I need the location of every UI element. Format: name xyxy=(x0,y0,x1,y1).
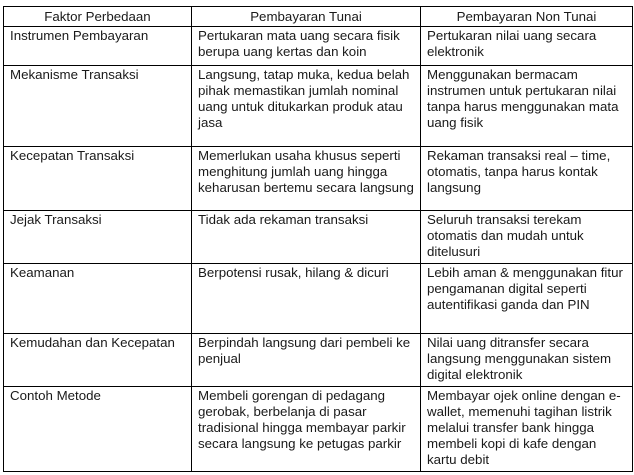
non-tunai-cell: Menggunakan bermacam instrumen untuk pertukaran nilai tanpa harus menggunakan mata uang fisik xyxy=(421,66,633,147)
factor-cell: Contoh Metode xyxy=(4,387,192,472)
table-row xyxy=(4,387,633,472)
non-tunai-cell: Nilai uang ditransfer secara langsung menggunakan sistem digital elektronik xyxy=(421,334,633,387)
factor-cell: Kemudahan dan Kecepatan xyxy=(4,334,192,387)
non-tunai-cell: Membayar ojek online dengan e-wallet, memenuhi tagihan listrik melalui transfer bank hingga membeli kopi di kafe dengan kartu debit xyxy=(421,387,633,472)
factor-cell: Instrumen Pembayaran xyxy=(4,27,192,66)
non-tunai-cell: Pertukaran nilai uang secara elektronik xyxy=(421,27,633,66)
table-row xyxy=(4,27,633,66)
table-row xyxy=(4,211,633,264)
tunai-cell: Berpindah langsung dari pembeli ke penjual xyxy=(192,334,421,387)
factor-cell: Mekanisme Transaksi xyxy=(4,66,192,147)
tunai-cell: Memerlukan usaha khusus seperti menghitung jumlah uang hingga keharusan bertemu secara langsung xyxy=(192,147,421,211)
header-faktor-perbedaan: Faktor Perbedaan xyxy=(4,7,192,27)
tunai-cell: Membeli gorengan di pedagang gerobak, berbelanja di pasar tradisional hingga membayar parkir secara langsung ke petugas parkir xyxy=(192,387,421,472)
non-tunai-cell: Seluruh transaksi terekam otomatis dan mudah untuk ditelusuri xyxy=(421,211,633,264)
non-tunai-cell: Lebih aman & menggunakan fitur pengamanan digital seperti autentifikasi ganda dan PIN xyxy=(421,264,633,334)
factor-cell: Keamanan xyxy=(4,264,192,334)
factor-cell: Jejak Transaksi xyxy=(4,211,192,264)
table-row xyxy=(4,334,633,387)
non-tunai-cell: Rekaman transaksi real – time, otomatis, tanpa harus kontak langsung xyxy=(421,147,633,211)
table-row xyxy=(4,264,633,334)
tunai-cell: Langsung, tatap muka, kedua belah pihak memastikan jumlah nominal uang untuk ditukarkan produk atau jasa xyxy=(192,66,421,147)
table-row xyxy=(4,66,633,147)
tunai-cell: Pertukaran mata uang secara fisik berupa uang kertas dan koin xyxy=(192,27,421,66)
header-pembayaran-tunai: Pembayaran Tunai xyxy=(192,7,421,27)
table-row xyxy=(4,147,633,211)
tunai-cell: Berpotensi rusak, hilang & dicuri xyxy=(192,264,421,334)
table-header-row xyxy=(4,7,633,27)
factor-cell: Kecepatan Transaksi xyxy=(4,147,192,211)
tunai-cell: Tidak ada rekaman transaksi xyxy=(192,211,421,264)
header-pembayaran-non-tunai: Pembayaran Non Tunai xyxy=(421,7,633,27)
comparison-table xyxy=(3,6,633,472)
